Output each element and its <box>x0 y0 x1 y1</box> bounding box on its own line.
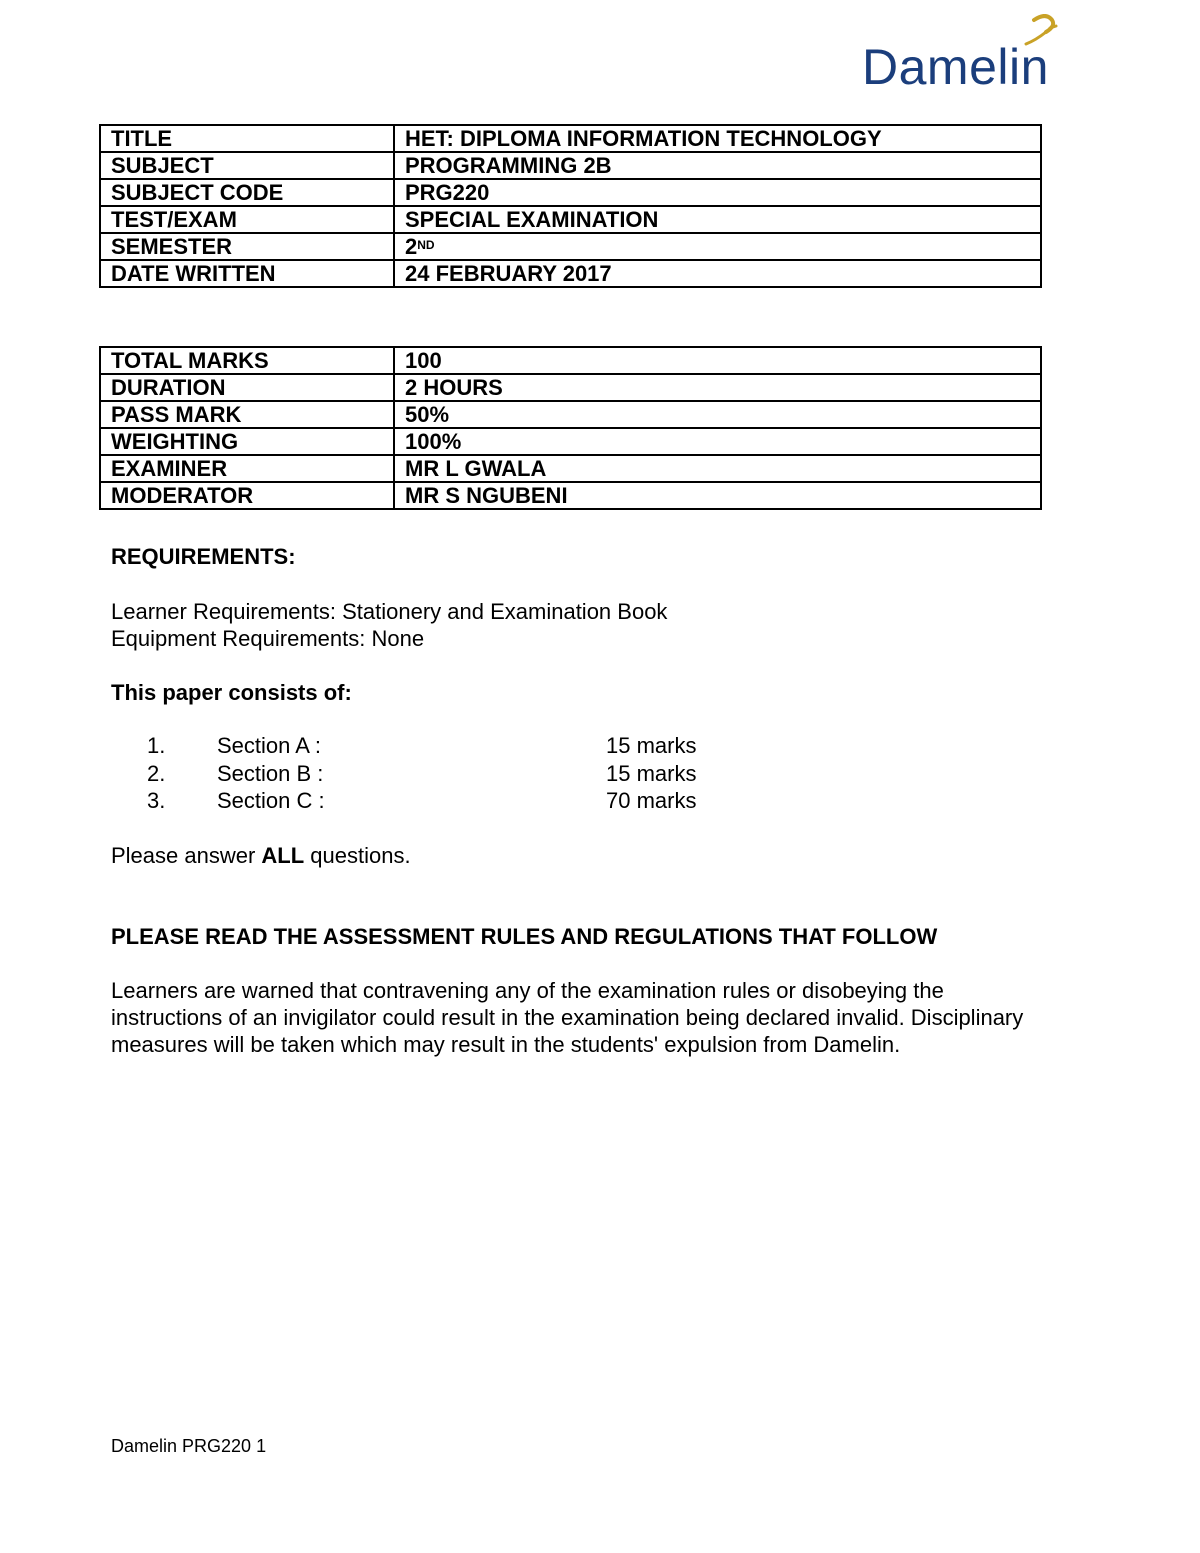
answer-prefix: Please answer <box>111 843 262 868</box>
row-value: 2 HOURS <box>394 374 1041 401</box>
section-marks: 15 marks <box>606 733 697 758</box>
answer-instruction <box>111 842 411 869</box>
row-label: WEIGHTING <box>100 428 394 455</box>
section-name: Section C : <box>217 788 325 813</box>
rules-paragraph-line: Learners are warned that contravening any of the examination rules or disobeying the <box>111 978 944 1003</box>
row-label: MODERATOR <box>100 482 394 509</box>
table-row <box>100 179 1041 206</box>
table-row <box>100 428 1041 455</box>
section-name: Section A : <box>217 733 321 758</box>
section-marks: 15 marks <box>606 761 697 786</box>
table-row <box>100 401 1041 428</box>
equipment-requirements: Equipment Requirements: None <box>111 626 425 651</box>
table-row <box>100 260 1041 287</box>
row-label: DATE WRITTEN <box>100 260 394 287</box>
marks-details-table <box>99 346 1042 510</box>
row-label: EXAMINER <box>100 455 394 482</box>
table-row <box>100 482 1041 509</box>
row-label: TITLE <box>100 125 394 152</box>
row-value: PRG220 <box>394 179 1041 206</box>
page-footer: Damelin PRG220 1 <box>111 1436 267 1456</box>
row-value: 100 <box>394 347 1041 374</box>
row-label: PASS MARK <box>100 401 394 428</box>
table-row <box>100 347 1041 374</box>
paper-consists-heading: This paper consists of: <box>111 680 352 705</box>
row-label: TOTAL MARKS <box>100 347 394 374</box>
row-value: SPECIAL EXAMINATION <box>394 206 1041 233</box>
rules-paragraph-line: measures will be taken which may result in the students' expulsion from Damelin. <box>111 1032 901 1057</box>
section-number: 1. <box>147 733 166 758</box>
answer-suffix: questions. <box>304 843 411 868</box>
table-row <box>100 233 1041 260</box>
section-marks: 70 marks <box>606 788 697 813</box>
row-label: SEMESTER <box>100 233 394 260</box>
row-value: 24 FEBRUARY 2017 <box>394 260 1041 287</box>
rules-heading: PLEASE READ THE ASSESSMENT RULES AND REGULATIONS THAT FOLLOW <box>111 924 938 949</box>
row-value: 100% <box>394 428 1041 455</box>
row-value: 50% <box>394 401 1041 428</box>
table-row <box>100 206 1041 233</box>
damelin-logo <box>862 14 1094 95</box>
section-number: 3. <box>147 788 166 813</box>
table-row <box>100 152 1041 179</box>
row-value: PROGRAMMING 2B <box>394 152 1041 179</box>
row-value: HET: DIPLOMA INFORMATION TECHNOLOGY <box>394 125 1041 152</box>
row-label: SUBJECT CODE <box>100 179 394 206</box>
section-name: Section B : <box>217 761 324 786</box>
section-number: 2. <box>147 761 166 786</box>
rules-paragraph-line: instructions of an invigilator could result in the examination being declared invalid. Disciplinary <box>111 1005 1024 1030</box>
requirements-heading: REQUIREMENTS: <box>111 544 296 569</box>
exam-details-table <box>99 124 1042 288</box>
row-value: MR S NGUBENI <box>394 482 1041 509</box>
row-label: SUBJECT <box>100 152 394 179</box>
learner-requirements: Learner Requirements: Stationery and Examination Book <box>111 599 668 624</box>
table-row <box>100 455 1041 482</box>
row-value: MR L GWALA <box>394 455 1041 482</box>
row-label: DURATION <box>100 374 394 401</box>
row-label: TEST/EXAM <box>100 206 394 233</box>
table-row <box>100 374 1041 401</box>
answer-all-emphasis: ALL <box>261 843 305 868</box>
table-row <box>100 125 1041 152</box>
row-value <box>394 233 1041 260</box>
logo-text: Damelin <box>862 39 1049 95</box>
semester-number: 2 <box>405 234 418 259</box>
semester-ordinal: ND <box>417 238 435 252</box>
